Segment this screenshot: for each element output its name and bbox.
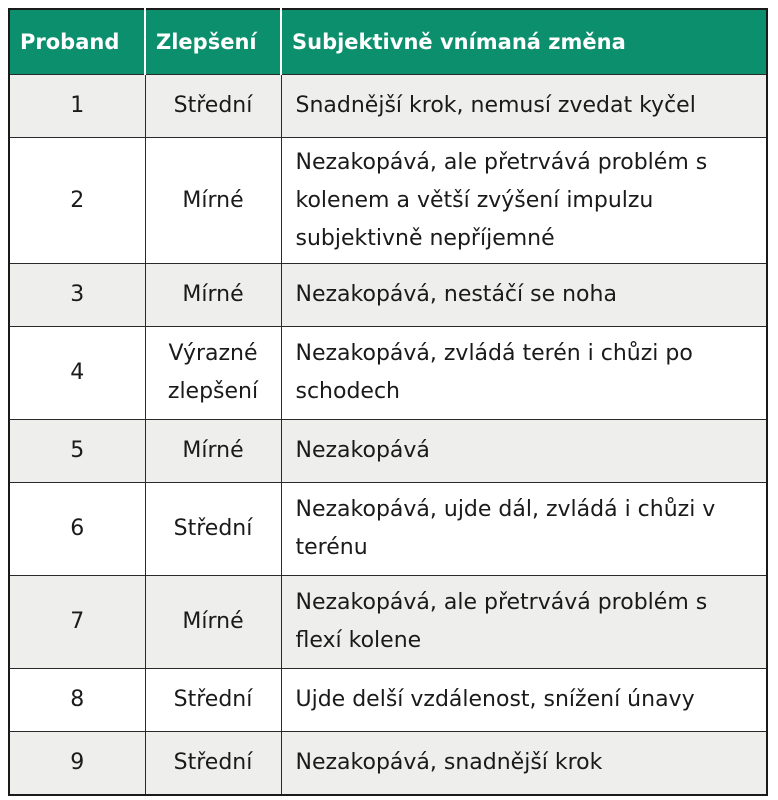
cell-zmena: Nezakopává — [281, 420, 767, 483]
cell-proband: 1 — [9, 75, 145, 138]
table-row — [9, 483, 767, 576]
cell-zlepseni: Střední — [145, 732, 281, 795]
cell-proband: 5 — [9, 420, 145, 483]
table-row — [9, 138, 767, 264]
table-header — [9, 9, 767, 75]
cell-zmena: Snadnější krok, nemusí zvedat kyčel — [281, 75, 767, 138]
cell-zmena: Nezakopává, ale přetrvává problém s kolenem a větší zvýšení impulzu subjektivně nepříjemné — [281, 138, 767, 264]
cell-zlepseni: Výrazné zlepšení — [145, 327, 281, 420]
cell-zmena: Ujde delší vzdálenost, snížení únavy — [281, 669, 767, 732]
table-row — [9, 576, 767, 669]
table-row — [9, 264, 767, 327]
results-table — [8, 8, 768, 796]
table-row — [9, 327, 767, 420]
header-proband: Proband — [9, 9, 145, 75]
cell-zlepseni: Střední — [145, 75, 281, 138]
table-row — [9, 75, 767, 138]
cell-zlepseni: Mírné — [145, 264, 281, 327]
header-row — [9, 9, 767, 75]
header-zlepseni: Zlepšení — [145, 9, 281, 75]
cell-proband: 4 — [9, 327, 145, 420]
cell-zlepseni: Mírné — [145, 138, 281, 264]
cell-proband: 7 — [9, 576, 145, 669]
cell-proband: 6 — [9, 483, 145, 576]
table-body — [9, 75, 767, 795]
cell-proband: 8 — [9, 669, 145, 732]
cell-zmena: Nezakopává, zvládá terén i chůzi po schodech — [281, 327, 767, 420]
cell-zlepseni: Mírné — [145, 576, 281, 669]
cell-zmena: Nezakopává, nestáčí se noha — [281, 264, 767, 327]
cell-zlepseni: Mírné — [145, 420, 281, 483]
cell-proband: 2 — [9, 138, 145, 264]
table-row — [9, 669, 767, 732]
cell-zmena: Nezakopává, snadnější krok — [281, 732, 767, 795]
cell-proband: 3 — [9, 264, 145, 327]
cell-zlepseni: Střední — [145, 669, 281, 732]
table-row — [9, 420, 767, 483]
header-zmena: Subjektivně vnímaná změna — [281, 9, 767, 75]
cell-zmena: Nezakopává, ujde dál, zvládá i chůzi v terénu — [281, 483, 767, 576]
cell-proband: 9 — [9, 732, 145, 795]
table-row — [9, 732, 767, 795]
table-container — [8, 8, 766, 796]
cell-zlepseni: Střední — [145, 483, 281, 576]
cell-zmena: Nezakopává, ale přetrvává problém s flexí kolene — [281, 576, 767, 669]
